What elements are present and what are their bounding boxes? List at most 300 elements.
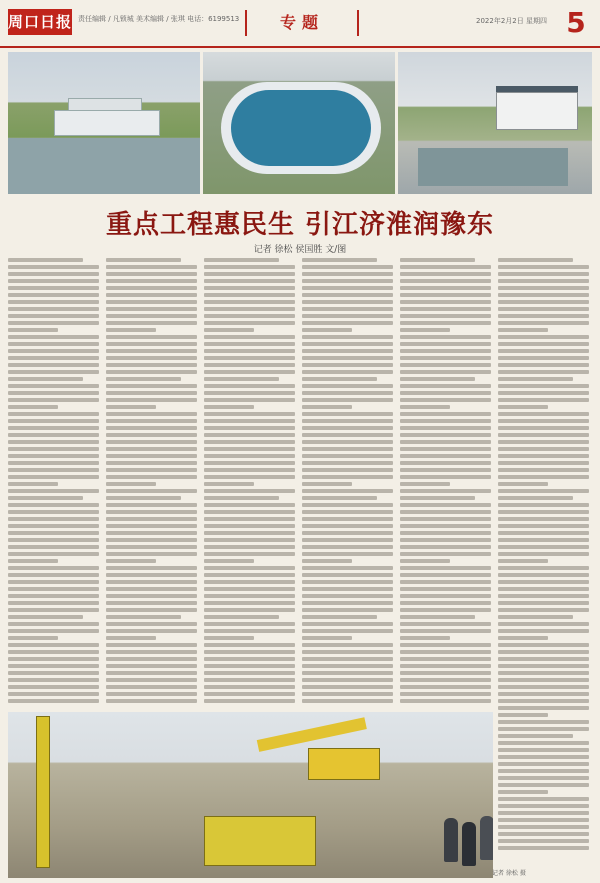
body-text-line [106, 363, 197, 367]
body-text-line [400, 643, 491, 647]
body-text-line [400, 370, 491, 374]
body-text-line [8, 426, 99, 430]
body-text-line [302, 307, 393, 311]
body-text-line [106, 587, 197, 591]
body-text-line [8, 370, 99, 374]
body-text-line [106, 426, 197, 430]
body-text-line [302, 342, 393, 346]
body-text-line [400, 538, 491, 542]
body-text-line [204, 489, 295, 493]
body-text-line [106, 384, 197, 388]
body-text-line [498, 412, 589, 416]
body-text-line [8, 608, 99, 612]
body-text-line [8, 405, 58, 409]
construction-machine [204, 816, 316, 866]
body-text-line [204, 307, 295, 311]
body-text-line [498, 587, 589, 591]
body-text-line [498, 818, 589, 822]
body-text-line [498, 524, 589, 528]
body-text-line [106, 258, 181, 262]
body-text-line [400, 699, 491, 703]
body-text-line [302, 636, 352, 640]
body-text-line [106, 573, 197, 577]
body-text-line [400, 629, 491, 633]
body-text-line [204, 643, 295, 647]
body-text-line [498, 293, 589, 297]
body-text-line [498, 776, 589, 780]
body-text-line [498, 461, 589, 465]
body-text-line [400, 489, 491, 493]
body-text-line [498, 790, 548, 794]
body-text-line [106, 601, 197, 605]
body-text-line [400, 377, 475, 381]
body-text-line [302, 678, 393, 682]
body-text-line [8, 601, 99, 605]
body-text-line [498, 370, 589, 374]
body-text-line [498, 622, 589, 626]
photo-credit: 记者 徐松 摄 [492, 870, 526, 877]
body-text-line [204, 384, 295, 388]
body-text-line [106, 286, 197, 290]
body-text-line [204, 566, 295, 570]
body-text-line [498, 573, 589, 577]
body-text-line [8, 335, 99, 339]
body-text-line [400, 573, 491, 577]
body-text-line [204, 699, 295, 703]
body-text-line [302, 265, 393, 269]
body-text-line [106, 517, 197, 521]
body-text-line [8, 482, 58, 486]
body-text-line [204, 671, 295, 675]
photo-construction-site [8, 712, 493, 878]
body-text-line [8, 377, 83, 381]
body-text-line [106, 342, 197, 346]
body-text-line [498, 650, 589, 654]
body-text-line [8, 657, 99, 661]
body-text-line [106, 615, 181, 619]
body-text-line [498, 419, 589, 423]
body-text-line [106, 433, 197, 437]
body-text-line [400, 335, 491, 339]
body-text-line [302, 587, 393, 591]
body-text-line [106, 650, 197, 654]
body-text-line [498, 706, 589, 710]
body-text-line [498, 258, 573, 262]
newspaper-logo: 周口日报 [8, 9, 72, 35]
body-text-line [8, 496, 83, 500]
body-text-line [204, 377, 279, 381]
body-text-line [106, 475, 197, 479]
station-building [54, 110, 160, 136]
body-text-line [302, 328, 352, 332]
body-text-line [400, 650, 491, 654]
body-text-line [8, 615, 83, 619]
body-text-line [8, 461, 99, 465]
body-text-line [106, 307, 197, 311]
body-text-line [302, 412, 393, 416]
body-text-line [498, 356, 589, 360]
body-text-line [302, 489, 393, 493]
body-text-line [302, 377, 377, 381]
body-text-line [498, 671, 589, 675]
body-text-line [8, 636, 58, 640]
body-text-line [204, 545, 295, 549]
body-text-line [106, 412, 197, 416]
body-text-line [106, 314, 197, 318]
body-text-line [498, 839, 589, 843]
body-text-line [302, 629, 393, 633]
body-text-line [400, 545, 491, 549]
body-text-line [106, 545, 197, 549]
canal-water [8, 138, 200, 194]
body-text-line [498, 783, 589, 787]
body-text-line [8, 671, 99, 675]
body-text-line [8, 342, 99, 346]
body-text-line [498, 629, 589, 633]
body-text-line [204, 510, 295, 514]
body-text-line [106, 538, 197, 542]
body-text-line [302, 517, 393, 521]
body-text-line [302, 650, 393, 654]
body-text-line [302, 286, 393, 290]
body-text-line [302, 559, 352, 563]
article-column-2 [106, 258, 197, 710]
body-text-line [498, 503, 589, 507]
body-text-line [400, 363, 491, 367]
body-text-line [106, 685, 197, 689]
excavator-body [308, 748, 380, 780]
body-text-line [302, 398, 393, 402]
body-text-line [8, 622, 99, 626]
body-text-line [106, 482, 156, 486]
body-text-line [498, 489, 589, 493]
body-text-line [498, 699, 589, 703]
body-text-line [8, 678, 99, 682]
body-text-line [400, 426, 491, 430]
body-text-line [204, 629, 295, 633]
body-text-line [498, 384, 589, 388]
body-text-line [400, 293, 491, 297]
body-text-line [498, 398, 589, 402]
body-text-line [204, 594, 295, 598]
body-text-line [498, 300, 589, 304]
body-text-line [106, 678, 197, 682]
body-text-line [106, 671, 197, 675]
body-text-line [498, 748, 589, 752]
body-text-line [302, 601, 393, 605]
body-text-line [302, 538, 393, 542]
body-text-line [302, 496, 377, 500]
body-text-line [106, 447, 197, 451]
body-text-line [400, 286, 491, 290]
body-text-line [400, 272, 491, 276]
body-text-line [8, 650, 99, 654]
body-text-line [400, 419, 491, 423]
body-text-line [302, 419, 393, 423]
body-text-line [204, 398, 295, 402]
body-text-line [8, 307, 99, 311]
body-text-line [106, 405, 156, 409]
body-text-line [498, 426, 589, 430]
body-text-line [8, 293, 99, 297]
editor-info: 责任编辑 / 凡锁城 美术编辑 / 张琪 电话：6199513 [78, 15, 240, 23]
body-text-line [400, 307, 491, 311]
body-text-line [204, 552, 295, 556]
body-text-line [400, 482, 450, 486]
body-text-line [400, 433, 491, 437]
body-text-line [204, 419, 295, 423]
body-text-line [204, 650, 295, 654]
body-text-line [8, 552, 99, 556]
article-column-3 [204, 258, 295, 710]
body-text-line [498, 391, 589, 395]
body-text-line [498, 769, 589, 773]
body-text-line [302, 510, 393, 514]
body-text-line [400, 349, 491, 353]
body-text-line [8, 440, 99, 444]
body-text-line [302, 580, 393, 584]
body-text-line [302, 475, 393, 479]
body-text-line [106, 391, 197, 395]
body-text-line [204, 496, 279, 500]
body-text-line [8, 685, 99, 689]
body-text-line [498, 720, 589, 724]
body-text-line [302, 405, 352, 409]
body-text-line [204, 657, 295, 661]
body-text-line [498, 797, 589, 801]
body-text-line [400, 265, 491, 269]
body-text-line [302, 447, 393, 451]
body-text-line [400, 447, 491, 451]
body-text-line [8, 489, 99, 493]
body-text-line [8, 545, 99, 549]
body-text-line [302, 685, 393, 689]
body-text-line [302, 384, 393, 388]
body-text-line [204, 286, 295, 290]
body-text-line [204, 265, 295, 269]
excavator-arm [257, 717, 367, 752]
article-column-1 [8, 258, 99, 710]
photo-reservoir [203, 52, 395, 194]
body-text-line [204, 314, 295, 318]
body-text-line [302, 349, 393, 353]
page-number: 5 [566, 6, 586, 39]
body-text-line [498, 755, 589, 759]
body-text-line [302, 608, 393, 612]
body-text-line [106, 692, 197, 696]
body-text-line [204, 293, 295, 297]
body-text-line [106, 377, 181, 381]
body-text-line [106, 608, 197, 612]
body-text-line [498, 342, 589, 346]
body-text-line [204, 524, 295, 528]
body-text-line [498, 811, 589, 815]
body-text-line [302, 615, 377, 619]
body-text-line [498, 552, 589, 556]
body-text-line [302, 552, 393, 556]
body-text-line [8, 692, 99, 696]
headline: 重点工程惠民生 引江济淮润豫东 [105, 210, 495, 240]
body-text-line [106, 510, 197, 514]
body-text-line [204, 615, 279, 619]
body-text-line [400, 412, 491, 416]
body-text-line [204, 321, 295, 325]
body-text-line [204, 580, 295, 584]
body-text-line [106, 370, 197, 374]
body-text-line [498, 454, 589, 458]
body-text-line [106, 643, 197, 647]
body-text-line [204, 349, 295, 353]
body-text-line [106, 636, 156, 640]
body-text-line [204, 447, 295, 451]
body-text-line [302, 314, 393, 318]
body-text-line [204, 692, 295, 696]
body-text-line [498, 265, 589, 269]
body-text-line [498, 447, 589, 451]
body-text-line [204, 335, 295, 339]
body-text-line [498, 657, 589, 661]
body-text-line [106, 293, 197, 297]
body-text-line [8, 517, 99, 521]
body-text-line [400, 531, 491, 535]
body-text-line [106, 454, 197, 458]
body-text-line [302, 335, 393, 339]
byline: 记者 徐松 侯国胜 文/图 [253, 245, 347, 255]
body-text-line [302, 272, 393, 276]
body-text-line [400, 524, 491, 528]
body-text-line [106, 265, 197, 269]
body-text-line [204, 363, 295, 367]
body-text-line [498, 825, 589, 829]
body-text-line [106, 489, 197, 493]
body-text-line [302, 657, 393, 661]
body-text-line [8, 258, 83, 262]
body-text-line [498, 608, 589, 612]
body-text-line [400, 314, 491, 318]
body-text-line [8, 279, 99, 283]
body-text-line [498, 363, 589, 367]
body-text-line [400, 384, 491, 388]
body-text-line [204, 531, 295, 535]
body-text-line [498, 832, 589, 836]
body-text-line [302, 356, 393, 360]
body-text-line [400, 517, 491, 521]
body-text-line [8, 524, 99, 528]
body-text-line [498, 685, 589, 689]
body-text-line [498, 328, 548, 332]
body-text-line [302, 279, 393, 283]
body-text-line [498, 517, 589, 521]
body-text-line [106, 594, 197, 598]
body-text-line [8, 419, 99, 423]
body-text-line [204, 559, 254, 563]
body-text-line [498, 846, 589, 850]
body-text-line [106, 699, 197, 703]
body-text-line [498, 321, 589, 325]
issue-date: 2022年2月2日 星期四 [476, 17, 547, 25]
body-text-line [106, 349, 197, 353]
body-text-line [106, 335, 197, 339]
body-text-line [498, 482, 548, 486]
body-text-line [8, 349, 99, 353]
body-text-line [204, 279, 295, 283]
body-text-line [8, 468, 99, 472]
body-text-line [498, 727, 589, 731]
body-text-line [302, 433, 393, 437]
article-column-6 [498, 258, 589, 858]
body-text-line [8, 384, 99, 388]
body-text-line [400, 475, 491, 479]
body-text-line [204, 300, 295, 304]
body-text-line [498, 335, 589, 339]
body-text-line [8, 433, 99, 437]
body-text-line [8, 286, 99, 290]
body-text-line [400, 321, 491, 325]
body-text-line [400, 559, 450, 563]
body-text-line [302, 692, 393, 696]
body-text-line [106, 580, 197, 584]
worker-figure [462, 822, 476, 866]
body-text-line [400, 615, 475, 619]
body-text-line [400, 664, 491, 668]
body-text-line [498, 762, 589, 766]
body-text-line [400, 328, 450, 332]
body-text-line [8, 531, 99, 535]
body-text-line [498, 377, 573, 381]
body-text-line [400, 636, 450, 640]
drilling-rig [36, 716, 50, 868]
body-text-line [106, 524, 197, 528]
body-text-line [8, 699, 99, 703]
body-text-line [204, 475, 295, 479]
body-text-line [106, 300, 197, 304]
body-text-line [302, 321, 393, 325]
body-text-line [204, 622, 295, 626]
body-text-line [8, 566, 99, 570]
body-text-line [204, 356, 295, 360]
body-text-line [400, 587, 491, 591]
body-text-line [8, 447, 99, 451]
masthead [0, 0, 600, 48]
body-text-line [400, 608, 491, 612]
body-text-line [8, 643, 99, 647]
body-text-line [302, 622, 393, 626]
body-text-line [498, 566, 589, 570]
body-text-line [302, 566, 393, 570]
facility-channel [418, 148, 568, 186]
body-text-line [302, 594, 393, 598]
body-text-line [400, 601, 491, 605]
body-text-line [204, 468, 295, 472]
body-text-line [8, 475, 99, 479]
body-text-line [498, 349, 589, 353]
body-text-line [106, 629, 197, 633]
body-text-line [204, 433, 295, 437]
worker-figure [480, 816, 493, 860]
body-text-line [498, 538, 589, 542]
body-text-line [400, 342, 491, 346]
body-text-line [106, 356, 197, 360]
body-text-line [8, 580, 99, 584]
body-text-line [106, 279, 197, 283]
body-text-line [302, 482, 352, 486]
body-text-line [498, 741, 589, 745]
body-text-line [498, 405, 548, 409]
facility-building [496, 92, 578, 130]
body-text-line [498, 713, 548, 717]
photo-water-facility [398, 52, 592, 194]
body-text-line [8, 629, 99, 633]
